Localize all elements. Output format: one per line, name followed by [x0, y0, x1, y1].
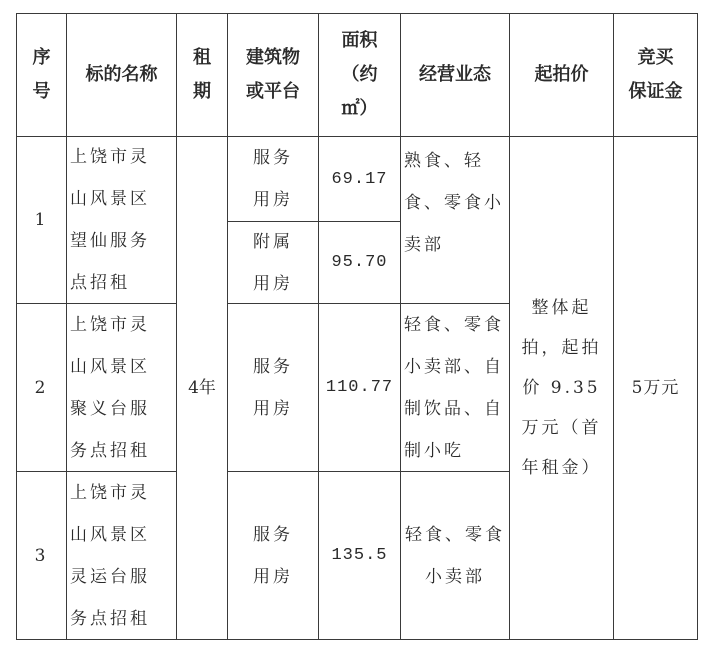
row-2-seq: 2: [34, 377, 49, 398]
header-seq: 序 号: [32, 47, 51, 102]
row-2-business: 轻食、零食 小卖部、自 制饮品、自 制小吃: [404, 314, 504, 461]
header-deposit: 竞买 保证金: [628, 47, 683, 102]
row-2-building: 服务 用房: [253, 356, 293, 419]
row-1a-area: 69.17: [331, 169, 388, 189]
row-1b-building: 附属 用房: [253, 231, 293, 294]
row-1b-area: 95.70: [331, 253, 388, 272]
start-price-merged: 整体起 拍，起拍 价 9.35 万元（首 年租金）: [521, 298, 602, 478]
row-1-seq: 1: [34, 210, 49, 230]
header-building: 建筑物 或平台: [246, 47, 300, 102]
row-3-business: 轻食、零食 小卖部: [405, 524, 505, 587]
row-2-name: 上饶市灵 山风景区 聚义台服 务点招租: [70, 314, 150, 461]
row-1-business: 熟食、轻 食、零食小 卖部: [404, 151, 504, 255]
row-3-building: 服务 用房: [253, 524, 293, 587]
header-start-price: 起拍价: [534, 64, 589, 85]
row-2-area: 110.77: [325, 378, 394, 397]
col-line-8: [697, 13, 698, 640]
deposit-merged: 5万元: [631, 378, 680, 398]
row-3-name: 上饶市灵 山风景区 灵运台服 务点招租: [70, 482, 150, 629]
row-3-area: 135.5: [331, 546, 388, 565]
row-1a-building: 服务 用房: [253, 148, 293, 210]
row-1-name: 上饶市灵 山风景区 望仙服务 点招租: [70, 147, 150, 293]
header-name: 标的名称: [85, 64, 158, 85]
row-3-seq: 3: [34, 545, 49, 566]
term-merged: 4年: [188, 378, 216, 398]
header-term: 租 期: [193, 47, 211, 102]
header-area: 面积 （约 ㎡）: [341, 30, 378, 119]
header-business: 经营业态: [419, 64, 491, 85]
